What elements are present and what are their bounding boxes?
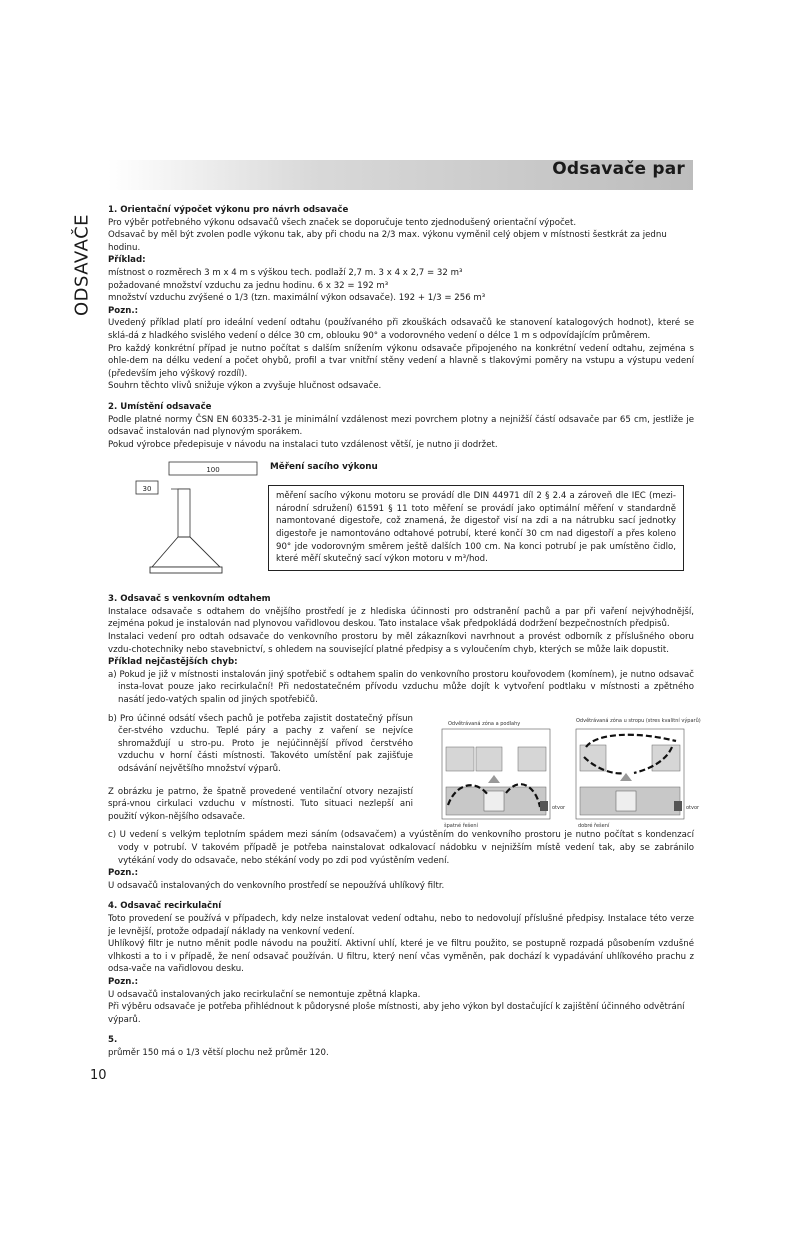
vent-left-label: otvor	[552, 804, 566, 811]
section4-paragraph: Toto provedení se používá v případech, kdy nelze instalovat vedení odtahu, nebo to nedovolují příslušné předpisy. Instalace této verze je levnější, protože odpadají náklady na venkovní vedení.	[108, 913, 694, 937]
section5-heading: 5.	[108, 1035, 118, 1046]
section3-heading: 3. Odsavač s venkovním odtahem	[108, 594, 271, 605]
right-top-label: Odvětrávaná zóna u stropu (stres kvalitní výparů)	[576, 717, 701, 724]
note-line: Při výběru odsavače je potřeba přihlédnout k půdorysné ploše místnosti, aby jeho výkon byl dostačující k zajištění účinného odvětrání výparů.	[108, 1002, 685, 1025]
note-paragraph: Pro každý konkrétní případ je nutno počítat s dalším snížením výkonu odsavače připojeného na konkrétní vedení odtahu, zejména s ohle-dem na délku vedení a počet ohybů, profil a tvar vnitřní stěny vedení a hlavně s tlakovými poměry na vstupu a výstupu vedení (především jeho výškový rozdíl).	[108, 343, 694, 379]
note-line: U odsavačů instalovaných jako recirkulační se nemontuje zpětná klapka.	[108, 989, 421, 1000]
side-label-text: ODSAVAČE	[71, 213, 93, 317]
example-line: množství vzduchu zvýšené o 1/3 (tzn. maximální výkon odsavače). 192 + 1/3 = 256 m³	[108, 293, 486, 304]
chimney	[178, 489, 190, 537]
section5-text: průměr 150 má o 1/3 větší plochu než průměr 120.	[108, 1047, 329, 1058]
measurement-figure	[108, 459, 694, 585]
kitchen-right	[576, 729, 684, 819]
main-content	[108, 204, 701, 1059]
note-paragraph: Souhrn těchto vlivů snižuje výkon a zvyšuje hlučnost odsavače.	[108, 381, 382, 392]
page-title: Odsavače par	[552, 159, 685, 179]
label-30: 30	[142, 485, 152, 494]
example-label: Příklad:	[108, 255, 146, 266]
errors-label: Příklad nejčastějších chyb:	[108, 657, 238, 668]
error-item-a: a) Pokud je již v místnosti instalován jiný spotřebič s odtahem spalin do venkovního prostoru kouřovodem (komínem), je nutno odsavač insta-lovat pouze jako recirkulační! Při nedostatečném přívodu vzduchu může dojít k vytvoření podtlaku v místnosti a zpětného nasátí jedo-vatých spalin od jiných spotřebičů.	[108, 669, 694, 706]
kitchen-section	[108, 713, 701, 829]
example-line: místnost o rozměrech 3 m x 4 m s výškou tech. podlaží 2,7 m. 3 x 4 x 2,7 = 32 m³	[108, 267, 463, 278]
example-line: požadované množství vzduchu za jednu hodinu. 6 x 32 = 192 m³	[108, 280, 389, 291]
left-top-label: Odvětrávaná zóna a podlahy	[448, 720, 521, 727]
section1-line: Pro výběr potřebného výkonu odsavačů všech značek se doporučuje tento zjednodušený orientační výpočet.	[108, 217, 577, 228]
kitchen-left	[442, 729, 550, 819]
left-column	[108, 713, 413, 824]
measure-title: Měření sacího výkonu	[270, 462, 378, 473]
vent-right-label: otvor	[686, 804, 700, 811]
note-label: Pozn.:	[108, 868, 139, 879]
section4-heading: 4. Odsavač recirkulační	[108, 901, 222, 912]
kitchen-diagrams	[436, 717, 701, 837]
section1-line: Odsavač by měl být zvolen podle výkonu tak, aby při chodu na 2/3 max. výkonu vyměnil celý objem v místnosti šestkrát za jednu hodinu.	[108, 230, 667, 253]
note-paragraph: Uvedený příklad platí pro ideální vedení odtahu (používaného při zkouškách odsavačů ke stanovení katalogových hodnot), které se sklá-dá z hladkého svislého vedení o délce 30 cm, oblouku 90° a vodorovného vedení o délce 1 m s odpovídajícím průměrem.	[108, 318, 694, 341]
hood-diagram	[134, 459, 264, 585]
note-text: U odsavačů instalovaných do venkovního prostředí se nepoužívá uhlíkový filtr.	[108, 880, 445, 891]
note-label: Pozn.:	[108, 976, 139, 987]
section2-heading: 2. Umístění odsavače	[108, 401, 212, 412]
error-item-b: b) Pro účinné odsátí všech pachů je potřeba zajistit dostatečný přísun čer-stvého vzduchu. Teplé páry a pachy z vaření se nejvíce shromažďují u stro-pu. Proto je nejúčinnější přívod čerstvého vzduchu v horní části místnosti. Takovéto umístění pak zajišťuje odsávání největšího množství výparů.	[108, 713, 413, 774]
figure-note: Z obrázku je patrno, že špatně provedené ventilační otvory nezajistí sprá-vnou cirkulaci vzduchu v místnosti. Tuto situaci nezlepší ani použití výkon-nějšího odsavače.	[108, 786, 413, 822]
hood-canopy	[152, 537, 220, 567]
measure-text: měření sacího výkonu motoru se provádí dle DIN 44971 díl 2 § 2.4 a zároveň dle IEC (mezi-národní sdružení) 61591 § 11 toto měření se provádí jako optimální měření v standardně namontované digestoře, což znamená, že digestoř visí na zdi a na nátrubku sací jednotky digestoře je namontováno odtahové potrubí, které končí 30 cm nad digestoří a přes koleno 90° jde vodorovným směrem ještě dalších 100 cm. Na konci potrubí je pak umístěno čidlo, které měří skutečný sací výkon motoru v m³/hod.	[268, 485, 684, 571]
section2-paragraph: Pokud výrobce předepisuje v návodu na instalaci tuto vzdálenost větší, je nutno ji dodržet.	[108, 439, 498, 450]
section2-paragraph: Podle platné normy ČSN EN 60335-2-31 je minimální vzdálenost mezi povrchem plotny a nejnižší částí odsavače par 65 cm, jestliže je odsavač instalován nad plynovým sporákem.	[108, 414, 694, 438]
section4-paragraph: Uhlíkový filtr je nutno měnit podle návodu na použití. Aktivní uhlí, které je ve filtru použito, se postupně rozpadá působením vzdušné vlhkosti a to i v případě, že není odsavač používán. U filtru, který není včas vyměněn, pak dochází k vypadávání uhlíkového prachu z odsa-vače na vařidlovou desku.	[108, 939, 694, 975]
left-bottom-label: špatné řešení	[444, 822, 478, 829]
page-number: 10	[90, 1068, 107, 1083]
label-100: 100	[206, 466, 220, 475]
section3-paragraph: Instalace odsavače s odtahem do vnějšího prostředí je z hlediska účinnosti pro odstranění pachů a par při vaření nejvýhodnější, zejména pokud je instalován nad plynovou vařidlovou deskou. Tato instalace však předpokládá dodržení bezpečnostních předpisů.	[108, 606, 694, 630]
note-label: Pozn.:	[108, 305, 139, 316]
error-item-c: c) U vedení s velkým teplotním spádem mezi sáním (odsavačem) a vyústěním do venkovního prostoru je nutno počítat s kondenzací vody v potrubí. V takovém případě je potřeba nainstalovat odkalovací nádobku v nejnižším místě vedení tak, aby se zabránilo vytékání vody do odsavače, nebo stékání vody po zdi pod vyústěním vedení.	[108, 830, 694, 866]
right-bottom-label: dobré řešení	[578, 822, 610, 829]
header-bar	[108, 160, 693, 190]
side-label	[62, 210, 104, 320]
section1-heading: 1. Orientační výpočet výkonu pro návrh odsavače	[108, 205, 349, 215]
hood-base	[150, 567, 222, 573]
section3-paragraph: Instalaci vedení pro odtah odsavače do venkovního prostoru by měl zákazníkovi navrhnout a provést odborník z příslušného oboru vzdu-chotechniky nebo stavebnictví, s ohledem na související platné předpisy a s vyloučením chyb, kterých se může laik dopustit.	[108, 632, 694, 655]
